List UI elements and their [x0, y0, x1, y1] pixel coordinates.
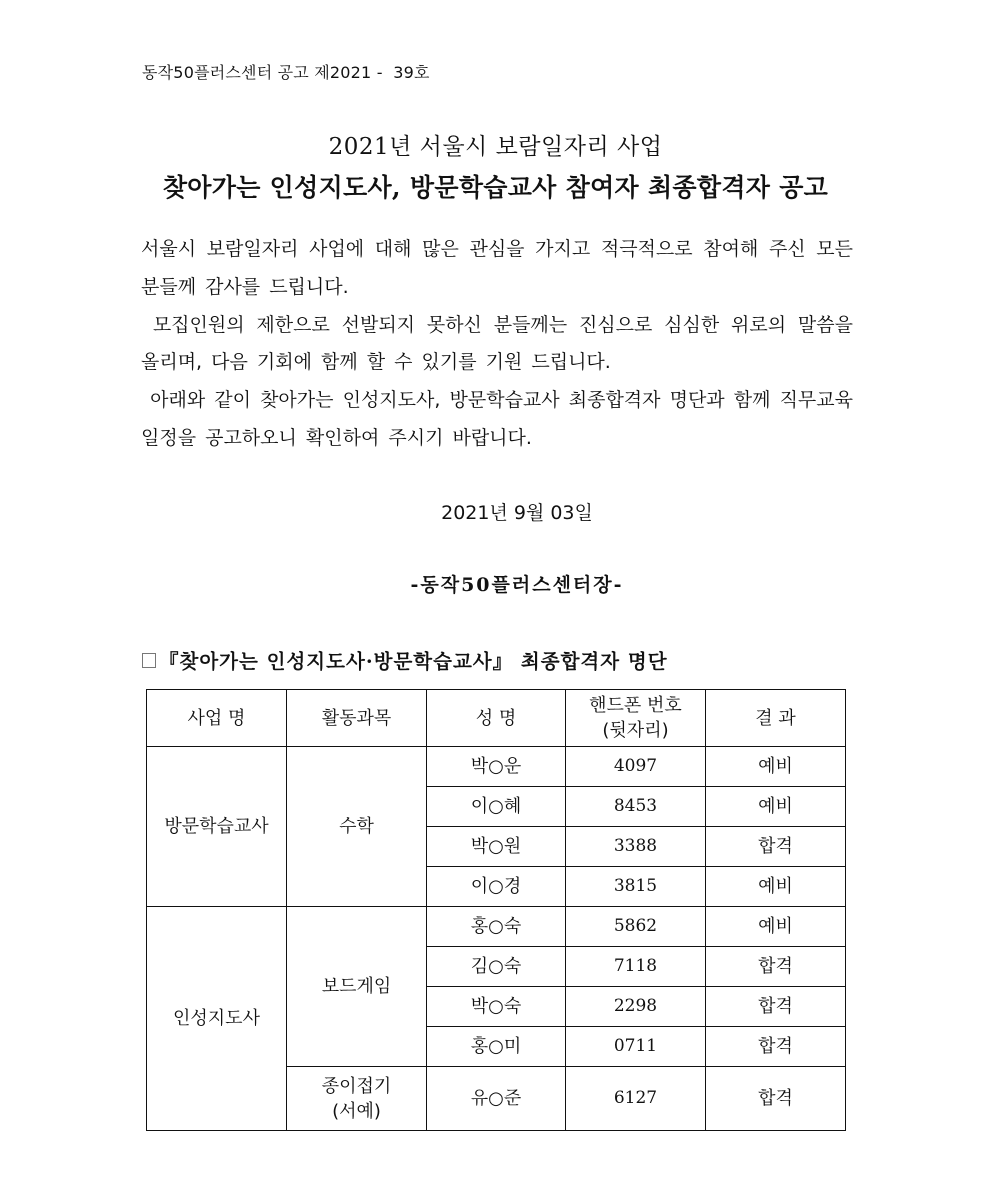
name-cell: 박○원	[427, 827, 566, 867]
result-cell: 합격	[706, 827, 846, 867]
empty-square-icon	[142, 653, 156, 668]
result-cell: 예비	[706, 747, 846, 787]
name-cell: 박○숙	[427, 987, 566, 1027]
phone-cell: 6127	[566, 1067, 706, 1131]
activity-line2: (서예)	[332, 1100, 381, 1122]
section-heading	[142, 646, 668, 674]
result-cell: 예비	[706, 787, 846, 827]
activity-cell: 보드게임	[287, 907, 427, 1067]
name-cell: 박○운	[427, 747, 566, 787]
result-cell: 합격	[706, 987, 846, 1027]
header-phone-line1: 핸드폰 번호	[589, 695, 682, 716]
phone-cell: 7118	[566, 947, 706, 987]
phone-cell: 3815	[566, 867, 706, 907]
activity-cell	[287, 1067, 427, 1131]
name-cell: 홍○숙	[427, 907, 566, 947]
document-title-line2: 찾아가는 인성지도사, 방문학습교사 참여자 최종합격자 공고	[162, 173, 829, 202]
name-cell: 홍○미	[427, 1027, 566, 1067]
phone-cell: 5862	[566, 907, 706, 947]
phone-cell: 2298	[566, 987, 706, 1027]
phone-cell: 8453	[566, 787, 706, 827]
name-cell: 김○숙	[427, 947, 566, 987]
result-cell: 합격	[706, 1067, 846, 1131]
section-heading-text: 『찾아가는 인성지도사·방문학습교사』 최종합격자 명단	[159, 650, 668, 673]
table-row	[147, 747, 846, 787]
header-phone-line2: (뒷자리)	[602, 720, 669, 741]
body-paragraph-3: 아래와 같이 찾아가는 인성지도사, 방문학습교사 최종합격자 명단과 함께 직무교육 일정을 공고하오니 확인하여 주시기 바랍니다.	[141, 389, 863, 449]
header-phone	[566, 690, 706, 747]
name-cell: 이○경	[427, 867, 566, 907]
header-name: 성 명	[427, 690, 566, 747]
result-cell: 합격	[706, 947, 846, 987]
name-cell: 유○준	[427, 1067, 566, 1131]
header-activity: 활동과목	[287, 690, 427, 747]
activity-line1: 종이접기	[321, 1075, 392, 1097]
table-row	[147, 907, 846, 947]
phone-cell: 3388	[566, 827, 706, 867]
program-cell: 인성지도사	[147, 907, 287, 1131]
name-cell: 이○혜	[427, 787, 566, 827]
body-paragraph-1: 서울시 보람일자리 사업에 대해 많은 관심을 가지고 적극적으로 참여해 주신 모든 분들께 감사를 드립니다.	[141, 238, 853, 298]
body-text	[141, 231, 863, 458]
signature: -동작50플러스센터장-	[410, 574, 624, 596]
header-program: 사업 명	[147, 690, 287, 747]
header-result: 결 과	[706, 690, 846, 747]
table-header-row	[147, 690, 846, 747]
result-cell: 합격	[706, 1027, 846, 1067]
notice-number: 동작50플러스센터 공고 제2021 - 39호	[142, 63, 430, 82]
document-title-line1: 2021년 서울시 보람일자리 사업	[328, 134, 663, 160]
result-cell: 예비	[706, 907, 846, 947]
phone-cell: 4097	[566, 747, 706, 787]
body-paragraph-2: 모집인원의 제한으로 선발되지 못하신 분들께는 진심으로 심심한 위로의 말씀을 올리며, 다음 기회에 함께 할 수 있기를 기원 드립니다.	[141, 313, 863, 374]
announcement-date: 2021년 9월 03일	[441, 502, 593, 524]
result-cell: 예비	[706, 867, 846, 907]
program-cell: 방문학습교사	[147, 747, 287, 907]
final-results-table	[146, 689, 846, 1131]
phone-cell: 0711	[566, 1027, 706, 1067]
activity-cell: 수학	[287, 747, 427, 907]
